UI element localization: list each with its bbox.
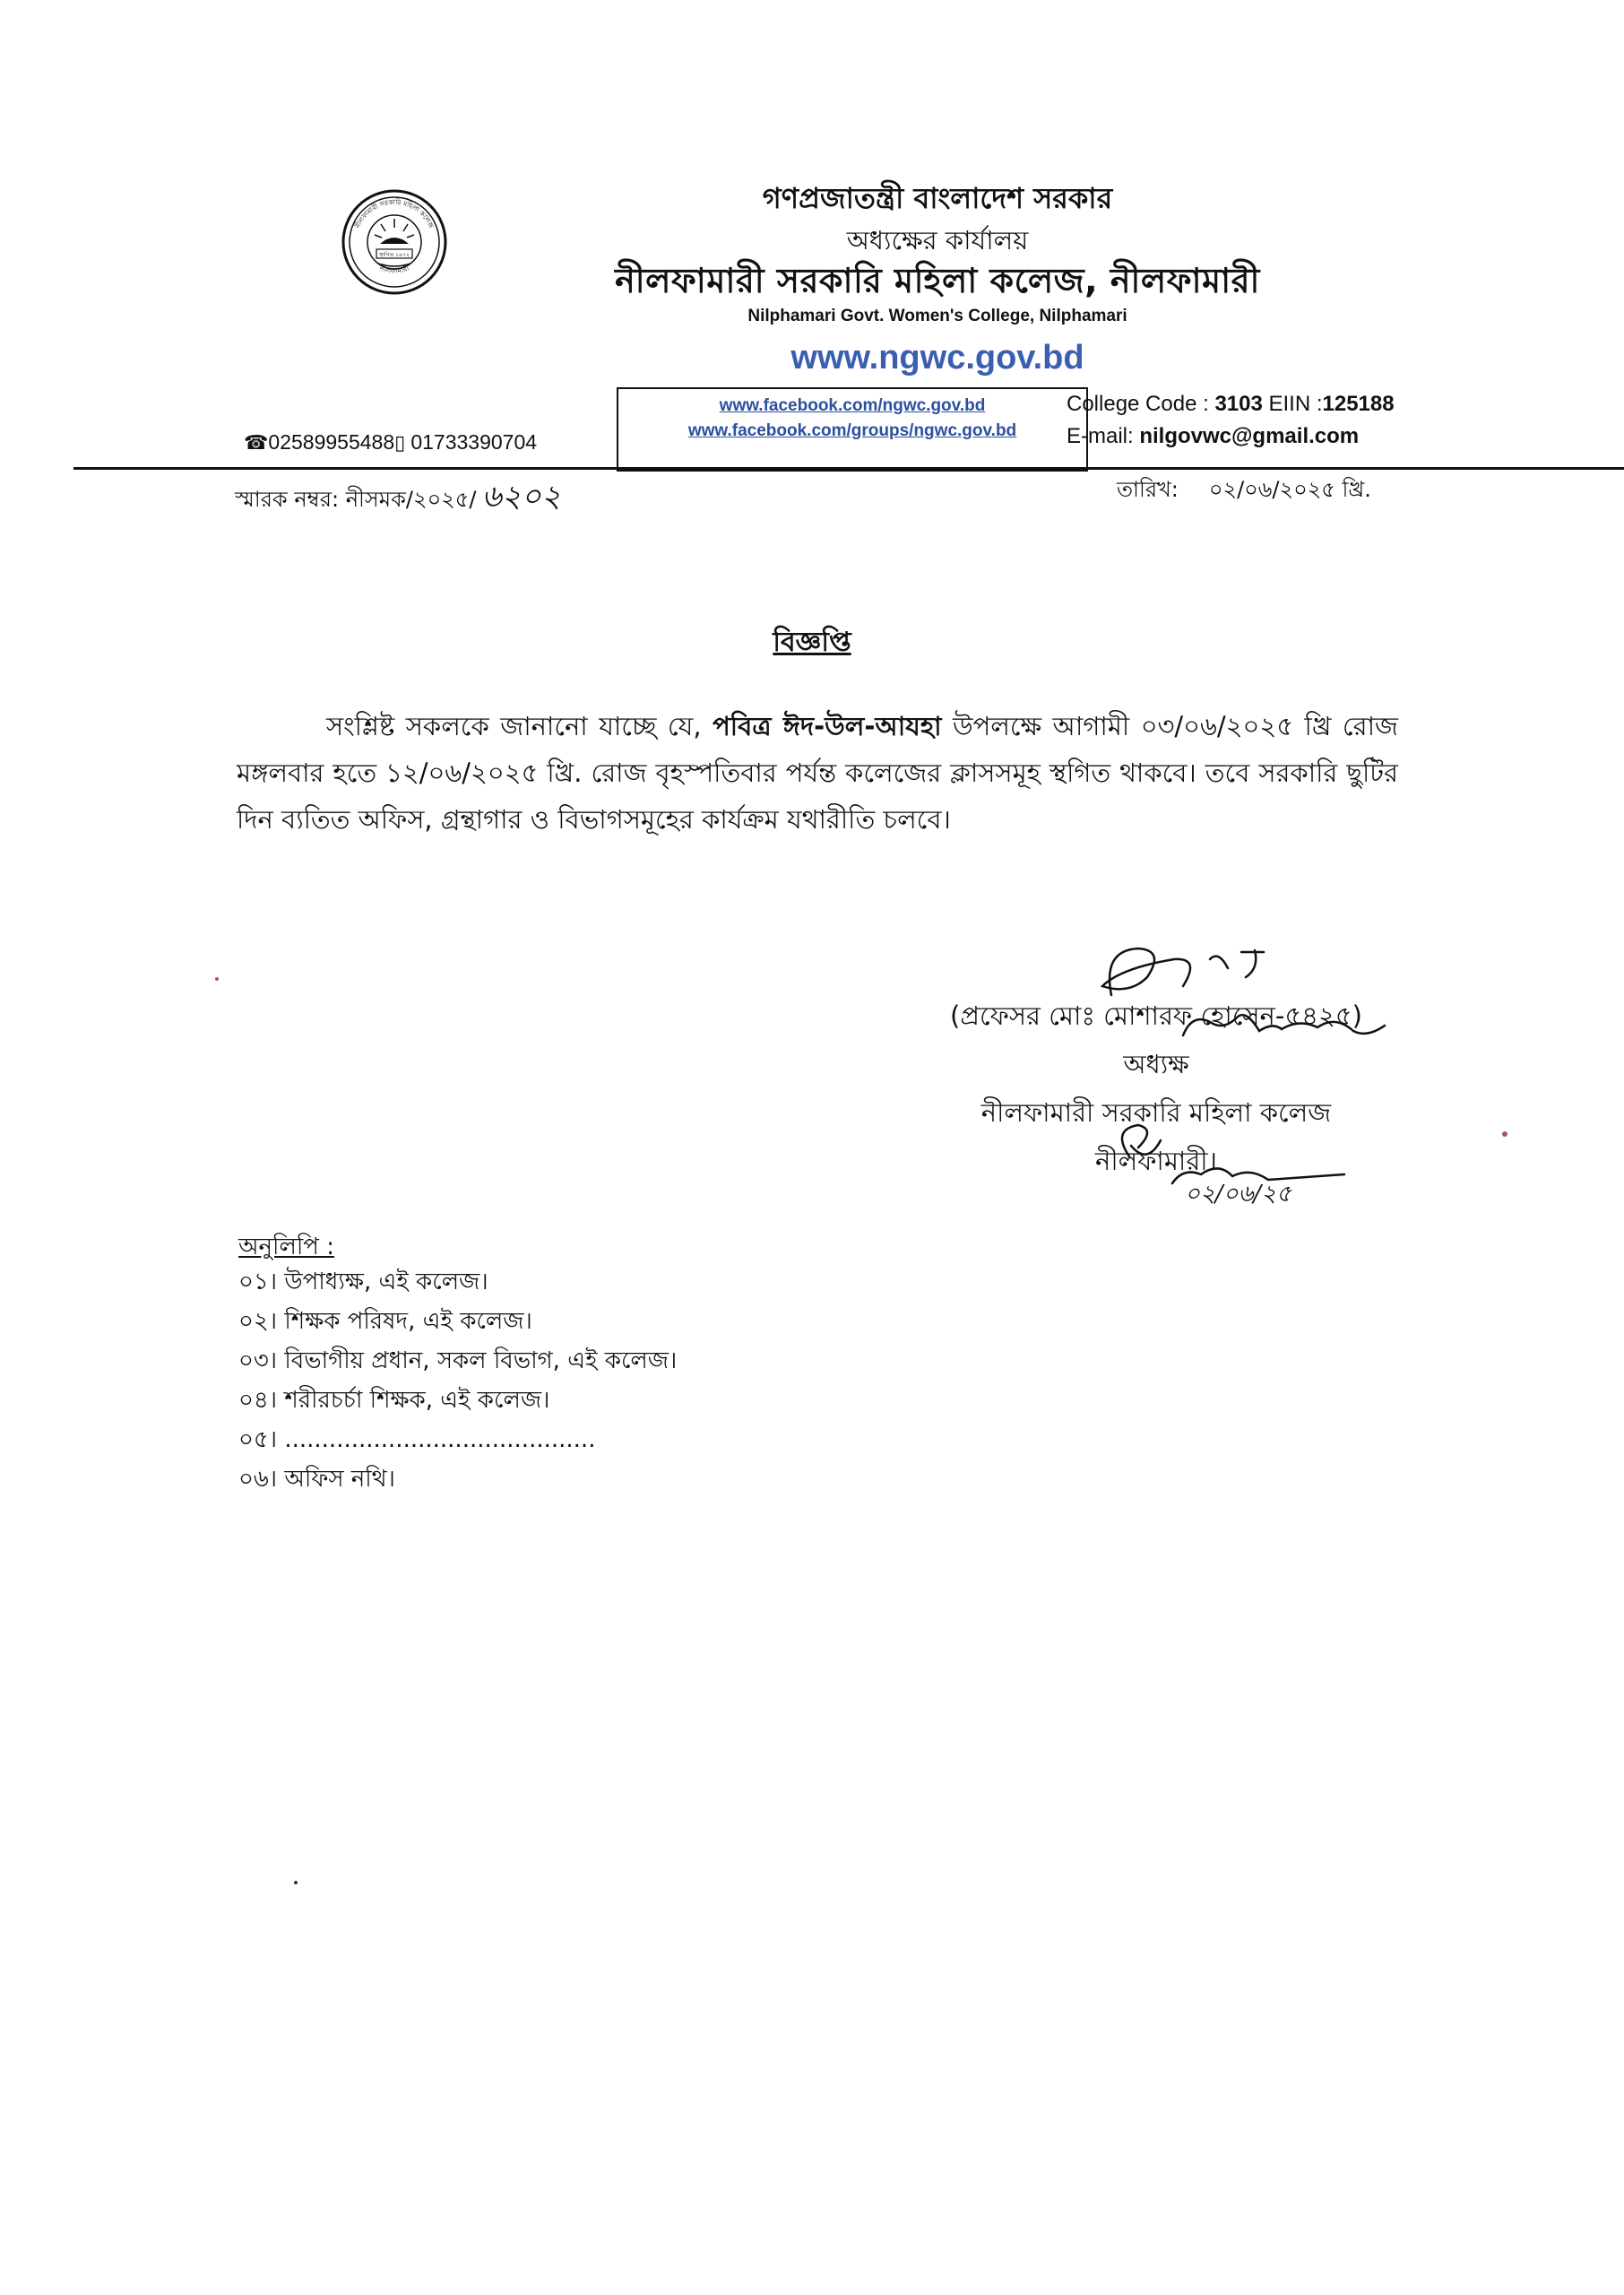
college-codes (1067, 388, 1395, 453)
notice-title: বিজ্ঞপ্তি (773, 627, 851, 658)
seal-bottom-text: নীলফামারী (378, 264, 410, 275)
copies-title: অনুলিপি : (238, 1234, 334, 1260)
email-label: E-mail: (1067, 424, 1140, 448)
eiin-label: EIIN : (1262, 392, 1323, 416)
signatory-block (905, 992, 1407, 1185)
seal-arc-text: নীলফামারী সরকারি মহিলা কলেজ (353, 197, 436, 230)
memo-handwritten-number: ৬২০২ (481, 479, 561, 515)
signatory-place: নীলফামারী। (1095, 1146, 1217, 1176)
notice-body-bold: পবিত্র ঈদ-উল-আযহা (713, 711, 942, 741)
list-item: ০৪। শরীরচর্চা শিক্ষক, এই কলেজ। (238, 1387, 550, 1414)
memo-date (1117, 473, 1371, 509)
list-item: ০৩। বিভাগীয় প্রধান, সকল বিভাগ, এই কলেজ। (238, 1347, 678, 1374)
signatory-designation: অধ্যক্ষ (1123, 1049, 1189, 1079)
mobile-number: 01733390704 (410, 430, 538, 454)
website-link[interactable]: www.ngwc.gov.bd (790, 339, 1084, 377)
header-divider (73, 467, 1624, 470)
copies-list (238, 1262, 677, 1499)
memo-label: স্মারক নম্বর: নীসমক/২০২৫/ (235, 487, 477, 512)
date-label: তারিখ: (1117, 477, 1179, 502)
office-heading: অধ্যক্ষের কার্যালয় (846, 225, 1029, 255)
mobile-phone-icon: ▯ (394, 431, 411, 454)
list-item: ০২। শিক্ষক পরিষদ, এই কলেজ। (238, 1308, 532, 1335)
notice-body-part2: উপলক্ষে আগামী ০৩/০৬/২০২৫ খ্রি রোজ মঙ্গলবার হতে ১২/০৬/২০২৫ খ্রি. রোজ বৃহস্পতিবার পর্যন্ত কলেজের ক্লাসসমূহ স্থগিত থাকবে। তবে সরকারি ছুটির দিন ব্যতিত অফিস, গ্রন্থাগার ও বিভাগসমূহের কার্যক্রম যথারীতি চলবে। (237, 711, 1398, 835)
list-item: ০১। উপাধ্যক্ষ, এই কলেজ। (238, 1269, 488, 1295)
notice-body-part1: সংশ্লিষ্ট সকলকে জানানো যাচ্ছে যে, (326, 711, 713, 741)
eiin-number: 125188 (1322, 392, 1395, 416)
facebook-page-link[interactable]: www.facebook.com/ngwc.gov.bd (719, 396, 986, 415)
telephone-icon: ☎ (244, 431, 269, 454)
notice-body (237, 703, 1398, 843)
scan-speck (294, 1881, 298, 1884)
college-name-bangla: নীলফামারী সরকারি মহিলা কলেজ, নীলফামারী (615, 261, 1260, 300)
college-code-label: College Code : (1067, 392, 1215, 416)
memo-number (235, 473, 561, 524)
government-heading: গণপ্রজাতন্ত্রী বাংলাদেশ সরকার (762, 181, 1113, 215)
phone-number: 02589955488 (268, 430, 395, 454)
scan-speck (215, 977, 219, 981)
list-item: ০৫। .......................................... (238, 1426, 596, 1453)
signatory-college: নীলফামারী সরকারি মহিলা কলেজ (980, 1097, 1332, 1128)
signature-handwritten-date: ০২/০৬/২৫ (1185, 1181, 1291, 1208)
signatory-name: (প্রফেসর মোঃ মোশারফ হোসেন-৫৪২৫) (950, 1000, 1362, 1031)
contact-phones (244, 430, 537, 455)
scan-speck (1502, 1131, 1507, 1137)
date-value: ০২/০৬/২০২৫ খ্রি. (1208, 477, 1371, 502)
college-name-english: Nilphamari Govt. Women's College, Nilphamari (747, 307, 1127, 325)
seal-year: স্থাপিত ১৯৭২ (379, 252, 410, 258)
list-item: ০৬। অফিস নথি। (238, 1466, 395, 1493)
college-code: 3103 (1214, 392, 1263, 416)
email-address[interactable]: nilgovwc@gmail.com (1139, 424, 1360, 448)
facebook-links-box (617, 387, 1088, 472)
facebook-group-link[interactable]: www.facebook.com/groups/ngwc.gov.bd (687, 421, 1017, 440)
